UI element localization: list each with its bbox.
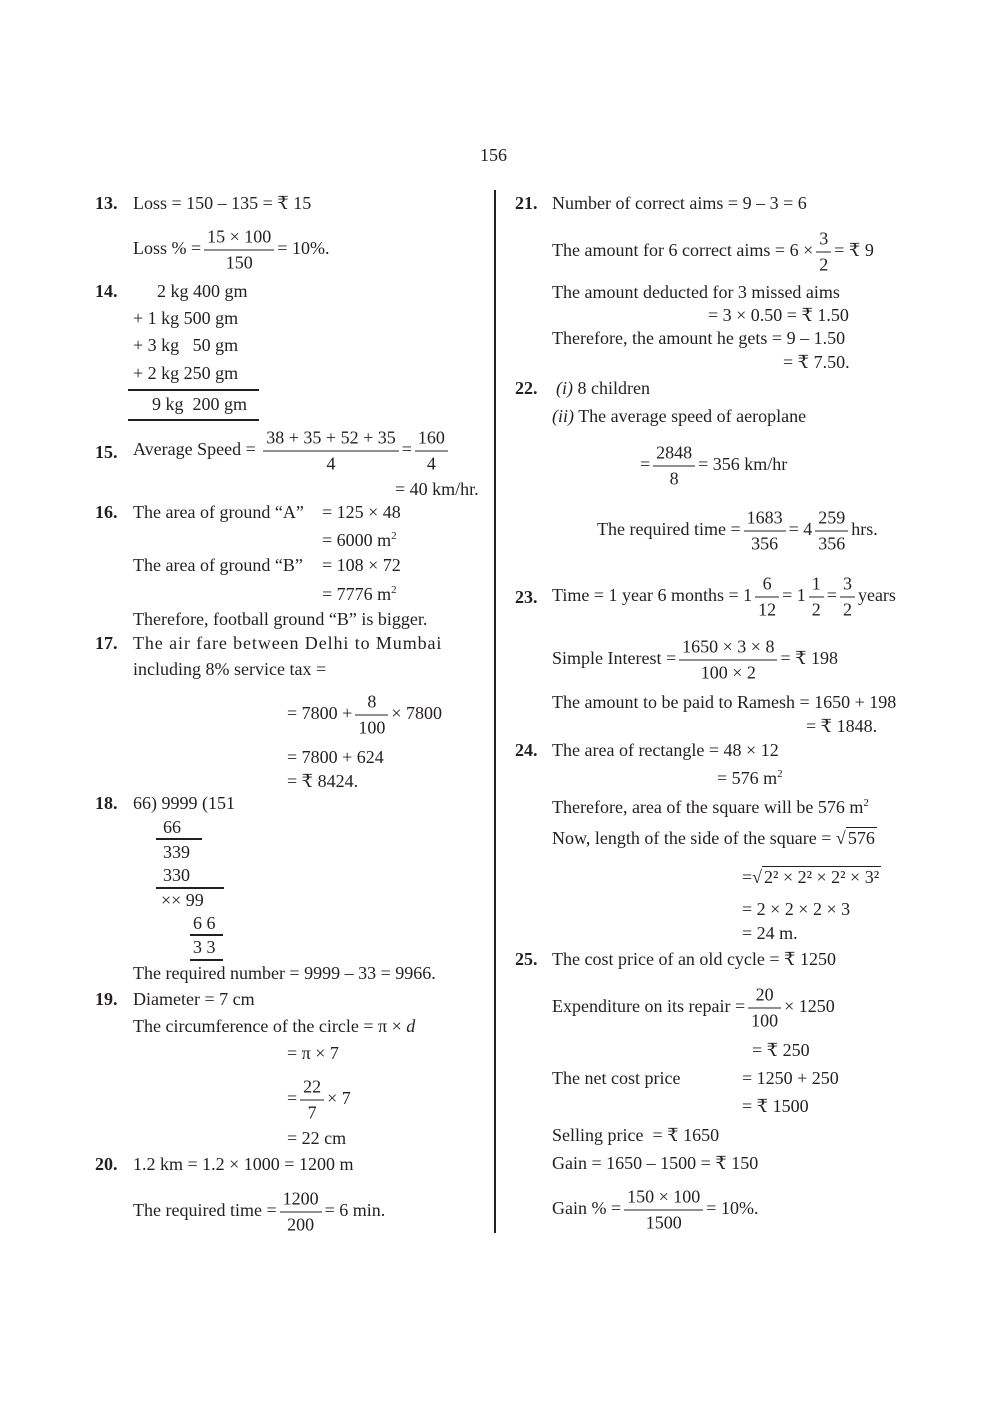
numerator: 150 × 100 (624, 1185, 703, 1211)
q19-result: = 22 cm (287, 1128, 347, 1148)
q23-interest (552, 635, 838, 686)
denominator: 100 × 2 (700, 662, 756, 683)
fraction (653, 441, 695, 492)
fraction (300, 1075, 324, 1126)
text: Gain % = (552, 1198, 622, 1219)
fraction (755, 572, 779, 623)
text: The amount for 6 correct aims = 6 × (552, 240, 814, 261)
label: (i) (556, 378, 573, 398)
denominator: 1500 (645, 1212, 682, 1233)
division-step: 330 (163, 865, 190, 885)
q17-calc: = 7800 + 624 (287, 747, 384, 767)
fraction (816, 227, 831, 278)
text: hrs. (851, 519, 878, 540)
q25-gain-percent (552, 1185, 758, 1236)
q16-ground-a: The area of ground “A” (133, 502, 304, 522)
text: Now, length of the side of the square = (552, 828, 832, 848)
text: Therefore, area of the square will be 576 m (552, 797, 864, 817)
q24-calc: = 2 × 2 × 2 × 3 (742, 899, 851, 919)
q25-calc: = ₹ 250 (752, 1040, 810, 1060)
q14-result: 9 kg 200 gm (152, 394, 248, 414)
text: The required time = (597, 519, 741, 540)
fraction (815, 506, 848, 557)
q16-ground-b: The area of ground “B” (133, 555, 303, 575)
q20-time (133, 1187, 385, 1238)
fraction (355, 690, 388, 741)
q21-text: The amount deducted for 3 missed aims (552, 282, 840, 302)
q17-text: including 8% service tax = (133, 659, 327, 679)
fraction (415, 426, 448, 477)
q25-repair (552, 983, 835, 1034)
q25-calc: = ₹ 1500 (742, 1096, 809, 1116)
denominator: 2 (819, 254, 829, 275)
q14-row: + 1 kg 500 gm (133, 308, 239, 328)
q25-text: The cost price of an old cycle = ₹ 1250 (552, 949, 837, 969)
numerator: 1200 (280, 1187, 322, 1213)
text: = 7800 + (287, 703, 353, 724)
q19-circumference (133, 1014, 415, 1038)
fraction (679, 635, 777, 686)
denominator: 2 (811, 599, 821, 620)
text: The average speed of aeroplane (578, 406, 807, 426)
numerator: 160 (415, 426, 448, 452)
text: = ₹ 198 (780, 648, 839, 669)
q25-text: The net cost price (552, 1068, 681, 1088)
text: = 576 m (717, 768, 778, 788)
q23-amount: The amount to be paid to Ramesh = 1650 + 198 (552, 692, 897, 712)
text: × 7 (327, 1088, 351, 1109)
q13-loss: Loss = 150 – 135 = ₹ 15 (133, 193, 312, 213)
q21-amount (552, 227, 874, 278)
superscript: 2 (391, 584, 397, 596)
q19-calc: = π × 7 (287, 1043, 339, 1063)
denominator: 2 (842, 599, 852, 620)
q14-row: + 2 kg 250 gm (133, 363, 239, 383)
text: The circumference of the circle = π × (133, 1016, 407, 1036)
numerator: 3 (816, 227, 831, 253)
numerator: 38 + 35 + 52 + 35 (263, 426, 398, 452)
text: = (287, 1088, 298, 1109)
sum-line (128, 389, 259, 391)
denominator: 200 (287, 1214, 315, 1235)
fraction (204, 225, 274, 276)
q18-result: The required number = 9999 – 33 = 9966. (133, 963, 436, 983)
q23-result: = ₹ 1848. (806, 716, 878, 736)
fraction (748, 983, 781, 1034)
q16-a-result (322, 524, 397, 552)
q24-result: = 24 m. (742, 923, 798, 943)
denominator: 7 (307, 1102, 317, 1123)
q16-a-calc: = 125 × 48 (322, 502, 401, 522)
denominator: 4 (326, 453, 336, 474)
q16-number: 16. (95, 502, 118, 522)
q22-part-i (556, 376, 650, 400)
numerator: 259 (815, 506, 848, 532)
q13-loss-percent (133, 225, 329, 276)
sum-line (128, 419, 259, 421)
q19-calc (287, 1075, 351, 1126)
q22-time (597, 506, 878, 557)
text: = (826, 585, 837, 606)
q17-calc (287, 690, 442, 741)
denominator: 100 (358, 717, 386, 738)
text: = 4 (788, 519, 813, 540)
division-step: 3 3 (193, 937, 216, 957)
text: Time = 1 year 6 months = 1 (552, 585, 753, 606)
denominator: 8 (669, 468, 679, 489)
q17-result: = ₹ 8424. (287, 771, 359, 791)
q20-number: 20. (95, 1154, 118, 1174)
q22-part-ii (552, 404, 806, 428)
numerator: 1650 × 3 × 8 (679, 635, 777, 661)
q14-row: + 3 kg 50 gm (133, 335, 239, 355)
q24-number: 24. (515, 740, 538, 760)
q25-gain: Gain = 1650 – 1500 = ₹ 150 (552, 1153, 759, 1173)
numerator: 1 (809, 572, 824, 598)
superscript: 2 (863, 797, 869, 809)
text: = (401, 439, 412, 460)
denominator: 4 (426, 453, 436, 474)
text: = 10%. (277, 238, 330, 259)
denominator: 150 (225, 252, 253, 273)
q21-text: Therefore, the amount he gets = 9 – 1.50 (552, 328, 846, 348)
q25-calc: = 1250 + 250 (742, 1068, 839, 1088)
fraction (809, 572, 824, 623)
text: 8 children (577, 378, 650, 398)
q16-b-result (322, 578, 397, 606)
q24-text: The area of rectangle = 48 × 12 (552, 740, 779, 760)
text: = 356 km/hr (698, 454, 788, 475)
label: (ii) (552, 406, 574, 426)
numerator: 8 (355, 690, 388, 716)
square-root: 576 (847, 828, 875, 848)
text: Loss % = (133, 238, 202, 259)
numerator: 20 (748, 983, 781, 1009)
q19-number: 19. (95, 989, 118, 1009)
text: = 10%. (706, 1198, 759, 1219)
q24-area (717, 762, 783, 790)
column-divider (494, 190, 496, 1233)
variable: d (406, 1016, 416, 1036)
q18-number: 18. (95, 793, 118, 813)
q23-number: 23. (515, 587, 538, 607)
q18-division: 66) 9999 (151 (133, 793, 235, 813)
fraction (263, 426, 398, 477)
numerator: 1683 (744, 506, 786, 532)
numerator: 15 × 100 (204, 225, 274, 251)
text: Average Speed = (133, 439, 256, 460)
text: = (640, 454, 651, 475)
fraction (280, 1187, 322, 1238)
q14-row: 2 kg 400 gm (157, 281, 248, 301)
text: = 1 (782, 585, 806, 606)
q21-calc: = 3 × 0.50 = ₹ 1.50 (708, 305, 849, 325)
text: = 6000 m (322, 530, 392, 550)
numerator: 3 (840, 572, 855, 598)
superscript: 2 (391, 530, 397, 542)
denominator: 356 (751, 533, 779, 554)
q22-speed (640, 441, 787, 492)
text: = (742, 867, 753, 887)
text: Expenditure on its repair = (552, 996, 746, 1017)
superscript: 2 (777, 768, 783, 780)
text: years (857, 585, 896, 606)
q22-number: 22. (515, 378, 538, 398)
q24-calc: =√ 2² × 2² × 2² × 3² (742, 867, 880, 887)
division-step: 339 (163, 842, 190, 862)
q25-selling: Selling price = ₹ 1650 (552, 1125, 720, 1145)
q23-time (552, 572, 896, 623)
denominator: 12 (758, 599, 777, 620)
q17-number: 17. (95, 633, 118, 653)
q14-number: 14. (95, 281, 118, 301)
q15-average (133, 426, 451, 477)
q21-text: Number of correct aims = 9 – 3 = 6 (552, 193, 807, 213)
q21-result: = ₹ 7.50. (783, 352, 850, 372)
text: = 6 min. (324, 1200, 386, 1221)
denominator: 100 (751, 1010, 779, 1031)
denominator: 356 (818, 533, 846, 554)
page-number: 156 (480, 145, 507, 165)
square-root: 2² × 2² × 2² × 3² (764, 867, 880, 887)
fraction (744, 506, 786, 557)
q21-number: 21. (515, 193, 538, 213)
q25-number: 25. (515, 949, 538, 969)
q13-number: 13. (95, 193, 118, 213)
division-step: ×× 99 (161, 890, 204, 910)
division-step: 66 (163, 817, 181, 837)
text: × 1250 (784, 996, 835, 1017)
text: Simple Interest = (552, 648, 677, 669)
q20-conversion: 1.2 km = 1.2 × 1000 = 1200 m (133, 1154, 354, 1174)
q17-text: The air fare between Delhi to Mumbai (133, 633, 443, 653)
q15-result: = 40 km/hr. (395, 479, 479, 499)
q15-number: 15. (95, 442, 118, 462)
q16-conclusion: Therefore, football ground “B” is bigger. (133, 609, 428, 629)
text: = 7776 m (322, 584, 392, 604)
q19-diameter: Diameter = 7 cm (133, 989, 255, 1009)
q24-text (552, 791, 869, 819)
numerator: 22 (300, 1075, 324, 1101)
text: × 7800 (391, 703, 442, 724)
q16-b-calc: = 108 × 72 (322, 555, 401, 575)
numerator: 2848 (653, 441, 695, 467)
numerator: 6 (755, 572, 779, 598)
q24-text: Now, length of the side of the square = √ 576 (552, 828, 875, 848)
text: = ₹ 9 (834, 240, 874, 261)
fraction (624, 1185, 703, 1236)
division-step: 6 6 (193, 913, 216, 933)
text: The required time = (133, 1200, 277, 1221)
fraction (840, 572, 855, 623)
